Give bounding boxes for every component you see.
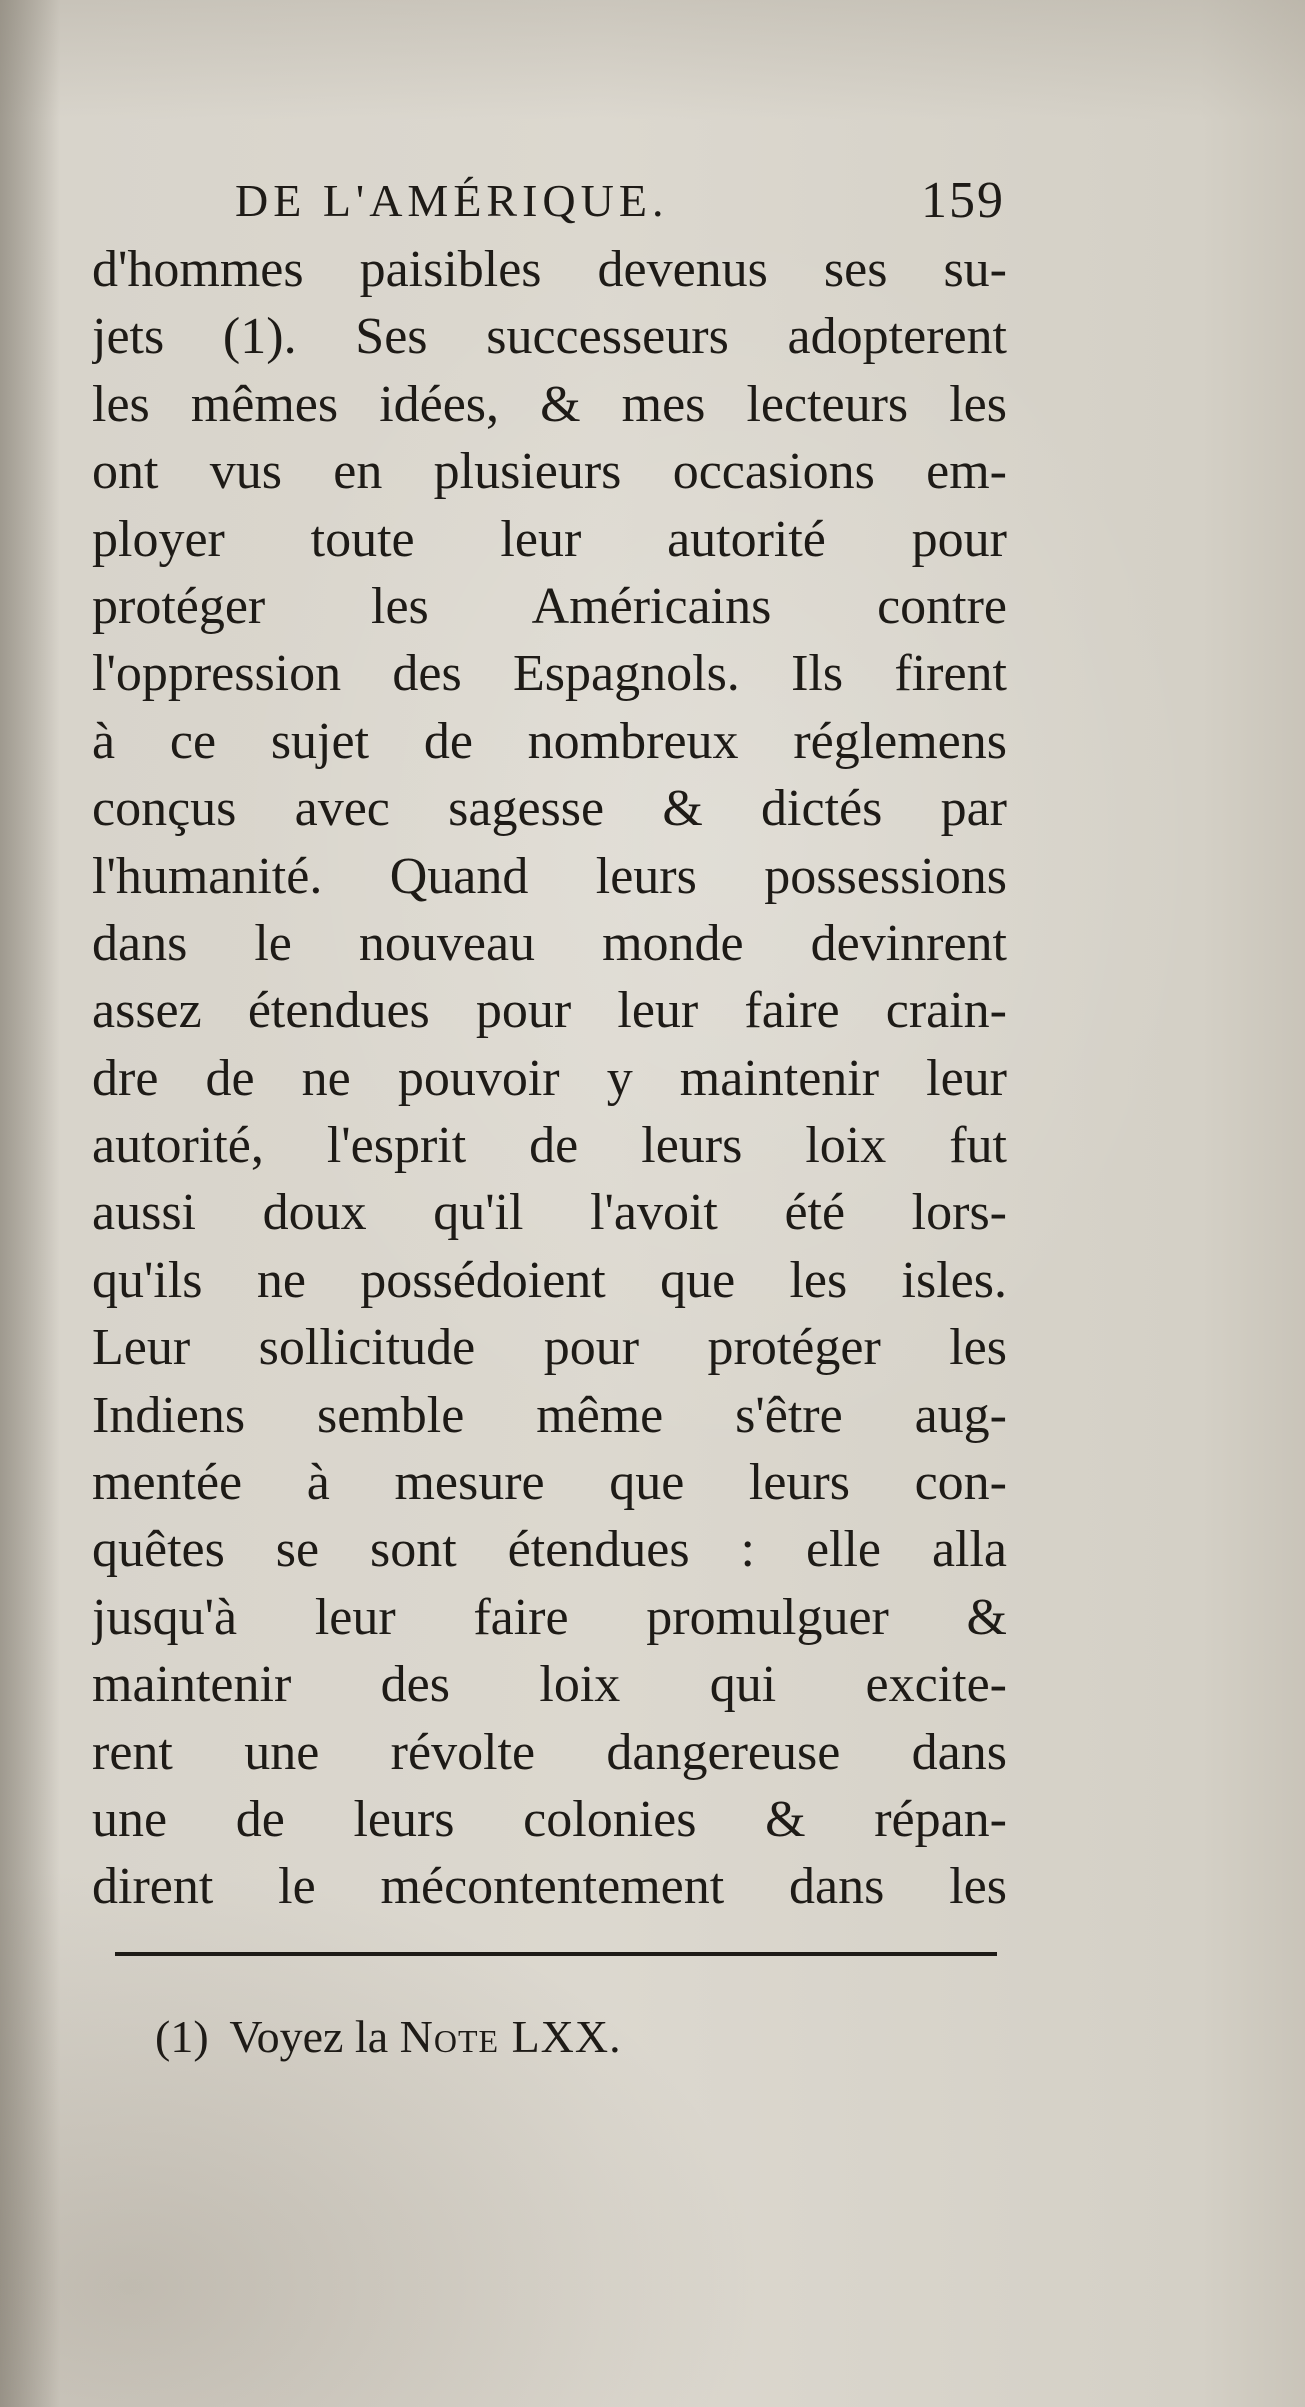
text-line: maintenir des loix qui excite- [92, 1656, 1007, 1714]
text-line: qu'ils ne possédoient que les isles. [92, 1251, 1007, 1309]
text-line: mentée à mesure que leurs con- [92, 1454, 1007, 1512]
page-shadow-top [0, 0, 1305, 120]
footnote-rule [115, 1952, 997, 1956]
footnote-marker: (1) [155, 2011, 209, 2062]
footnote-note-label: Note LXX. [399, 2011, 622, 2062]
text-line: ont vus en plusieurs occasions em- [92, 443, 1007, 501]
text-line: ployer toute leur autorité pour [92, 510, 1007, 568]
running-head: DE L'AMÉRIQUE. [235, 175, 669, 226]
text-line: Leur sollicitude pour protéger les [92, 1319, 1007, 1377]
text-line: d'hommes paisibles devenus ses su- [92, 241, 1007, 298]
text-line: aussi doux qu'il l'avoit été lors- [92, 1184, 1007, 1242]
text-line: rent une révolte dangereuse dans [92, 1723, 1007, 1781]
text-line: dre de ne pouvoir y maintenir leur [92, 1049, 1007, 1107]
text-line: jusqu'à leur faire promulguer & [92, 1588, 1007, 1646]
page-gutter-shadow [0, 0, 60, 2407]
text-line: conçus avec sagesse & dictés par [92, 780, 1007, 838]
text-line: jets (1). Ses successeurs adopterent [92, 308, 1007, 366]
text-line: quêtes se sont étendues : elle alla [92, 1521, 1007, 1579]
text-line: à ce sujet de nombreux réglemens [92, 712, 1007, 770]
body-text [92, 236, 1007, 1921]
page-number: 159 [921, 172, 1005, 229]
footnote [155, 2007, 622, 2067]
text-line: assez étendues pour leur faire crain- [92, 982, 1007, 1040]
text-line: dirent le mécontentement dans les [92, 1858, 1007, 1916]
footnote-text: Voyez la [229, 2011, 389, 2062]
text-line: les mêmes idées, & mes lecteurs les [92, 375, 1007, 433]
text-line: une de leurs colonies & répan- [92, 1790, 1007, 1848]
text-line: autorité, l'esprit de leurs loix fut [92, 1117, 1007, 1175]
text-line: Indiens semble même s'être aug- [92, 1386, 1007, 1444]
text-line: dans le nouveau monde devinrent [92, 914, 1007, 972]
text-line: l'humanité. Quand leurs possessions [92, 847, 1007, 905]
page-header [235, 166, 1005, 236]
text-line: l'oppression des Espagnols. Ils firent [92, 645, 1007, 703]
text-line: protéger les Américains contre [92, 577, 1007, 635]
